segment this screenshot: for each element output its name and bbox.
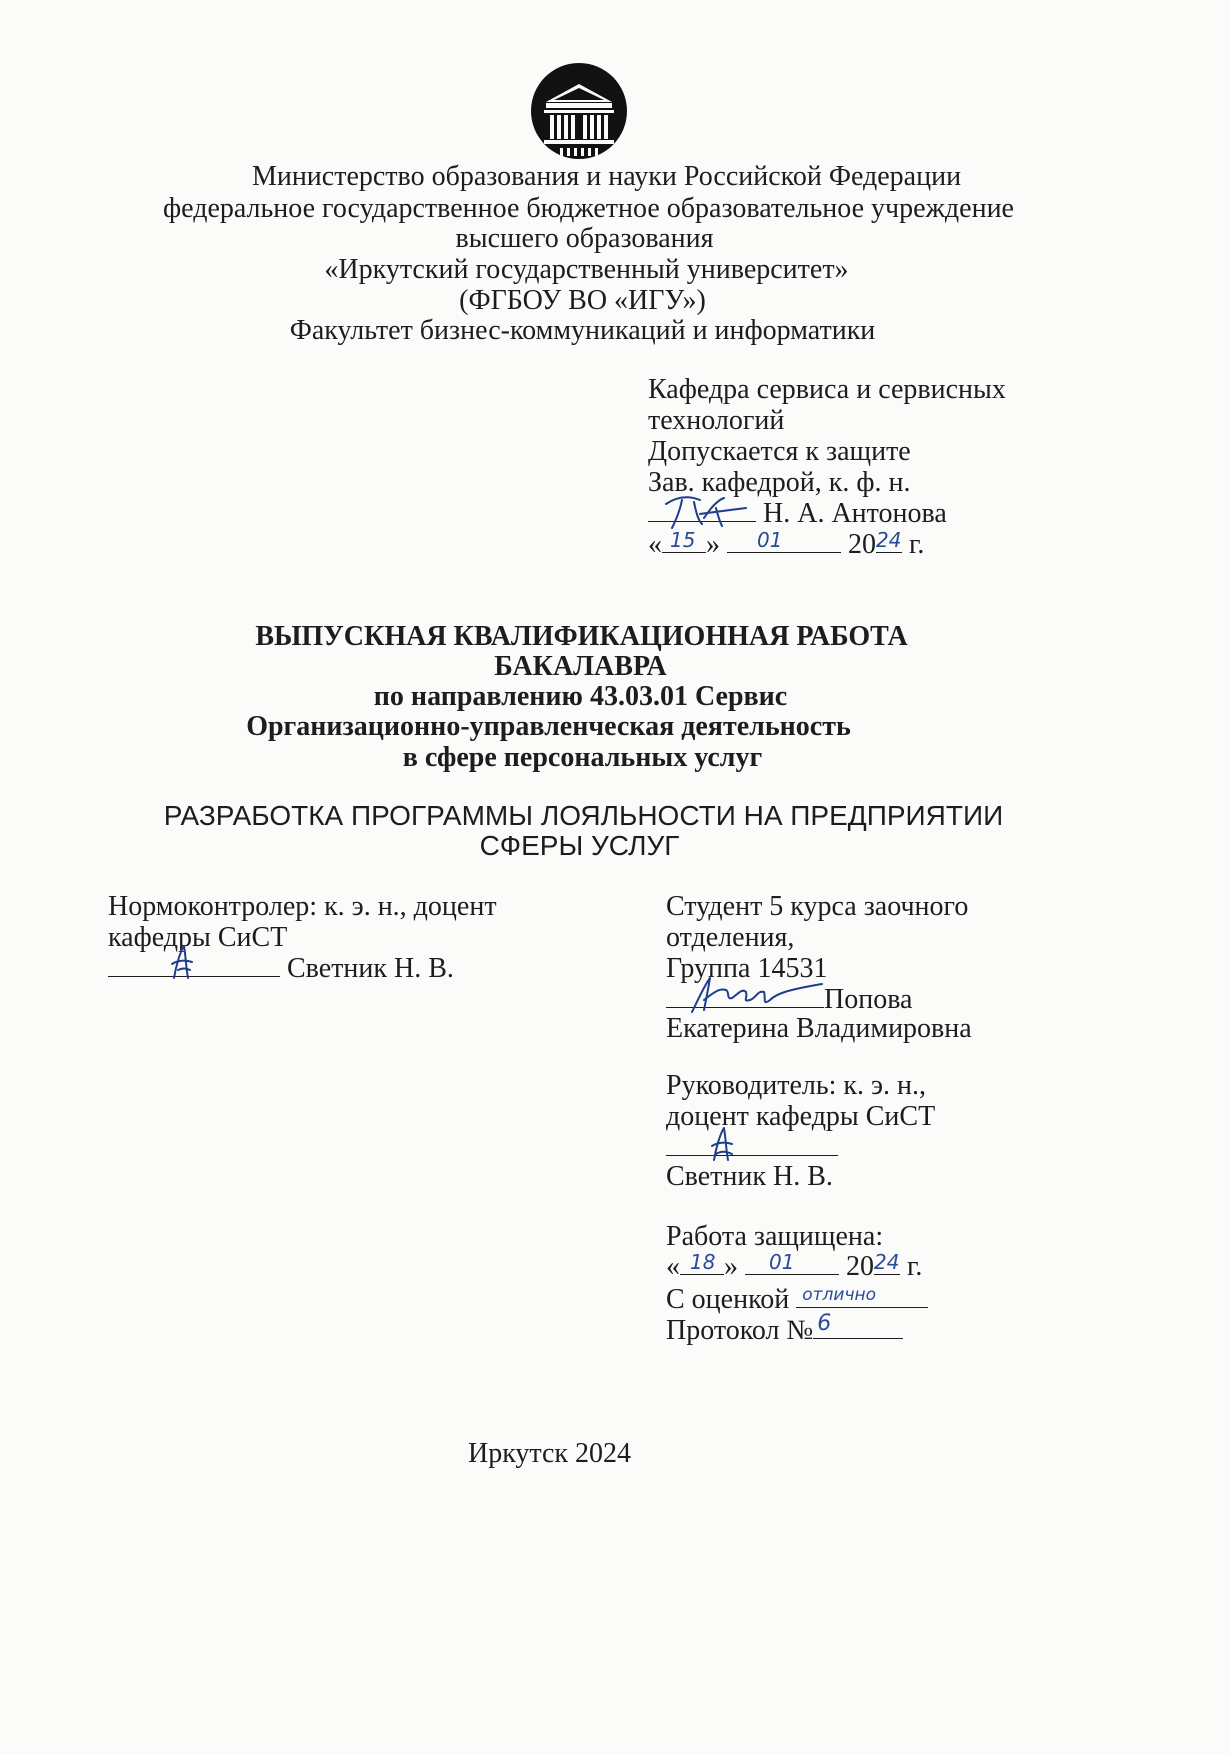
head-signature [660,494,750,530]
defense-grade: С оценкой отлично [666,1283,928,1316]
approval-month: 01 [757,528,783,552]
defense-day: 18 [690,1250,716,1274]
work-type-line-1: ВЫПУСКНАЯ КВАЛИФИКАЦИОННАЯ РАБОТА [255,621,908,652]
normcontrol-name: Светник Н. В. [287,953,454,984]
signature-underline [666,1131,838,1156]
head-name: Н. А. Антонова [763,498,947,529]
defense-date: « 18 » 01 20 24 г. [666,1250,923,1282]
university-abbr-line: (ФГБОУ ВО «ИГУ») [459,285,706,316]
defense-year-suffix: 24 [874,1250,900,1274]
topic-line-2: СФЕРЫ УСЛУГ [479,830,680,861]
admitted-line: Допускается к защите [648,436,911,467]
education-level-line: высшего образования [455,223,714,254]
student-group: Группа 14531 [666,953,828,984]
university-name-line: «Иркутский государственный университет» [324,254,849,285]
defense-label: Работа защищена: [666,1221,884,1252]
topic-line-1: РАЗРАБОТКА ПРОГРАММЫ ЛОЯЛЬНОСТИ НА ПРЕДПРИЯТИИ [163,800,1004,831]
faculty-line: Факультет бизнес-коммуникаций и информатики [289,315,876,346]
defense-month: 01 [769,1250,795,1274]
profile-line-2: в сфере персональных услуг [402,742,763,773]
profile-line-1: Организационно-управленческая деятельность [246,711,851,742]
normcontrol-line-1: Нормоконтролер: к. э. н., доцент [108,891,497,922]
approval-date: « 15 » 01 20 24 г. [648,528,925,560]
department-line-1: Кафедра сервиса и сервисных [648,374,1006,405]
student-name: Екатерина Владимировна [666,1013,972,1044]
ministry-line: Министерство образования и науки Российской Федерации [251,161,962,192]
approval-day: 15 [670,528,696,552]
student-signature [686,970,826,1016]
work-type-line-2: БАКАЛАВРА [494,651,667,682]
grade-value: отлично [802,1285,877,1305]
student-line-2: отделения, [666,922,795,953]
supervisor-name: Светник Н. В. [666,1161,833,1192]
city-year: Иркутск 2024 [467,1438,632,1469]
student-surname: Попова [824,984,913,1015]
supervisor-signature [704,1124,738,1164]
head-title-line: Зав. кафедрой, к. ф. н. [648,467,911,498]
university-emblem [530,62,628,160]
approval-year-suffix: 24 [876,528,902,552]
student-line-1: Студент 5 курса заочного [666,891,969,922]
supervisor-line-1: Руководитель: к. э. н., [666,1070,926,1101]
defense-protocol: Протокол № 6 [666,1314,903,1347]
normcontrol-line-2: кафедры СиСТ [108,922,288,953]
supervisor-line-2: доцент кафедры СиСТ [666,1101,936,1132]
normcontrol-signature [166,942,196,982]
institution-type-line: федеральное государственное бюджетное образовательное учреждение [163,193,1014,224]
direction-line: по направлению 43.03.01 Сервис [373,681,788,712]
normcontrol-signature-line [108,952,454,985]
department-line-2: технологий [648,405,785,436]
protocol-number: 6 [817,1311,832,1336]
